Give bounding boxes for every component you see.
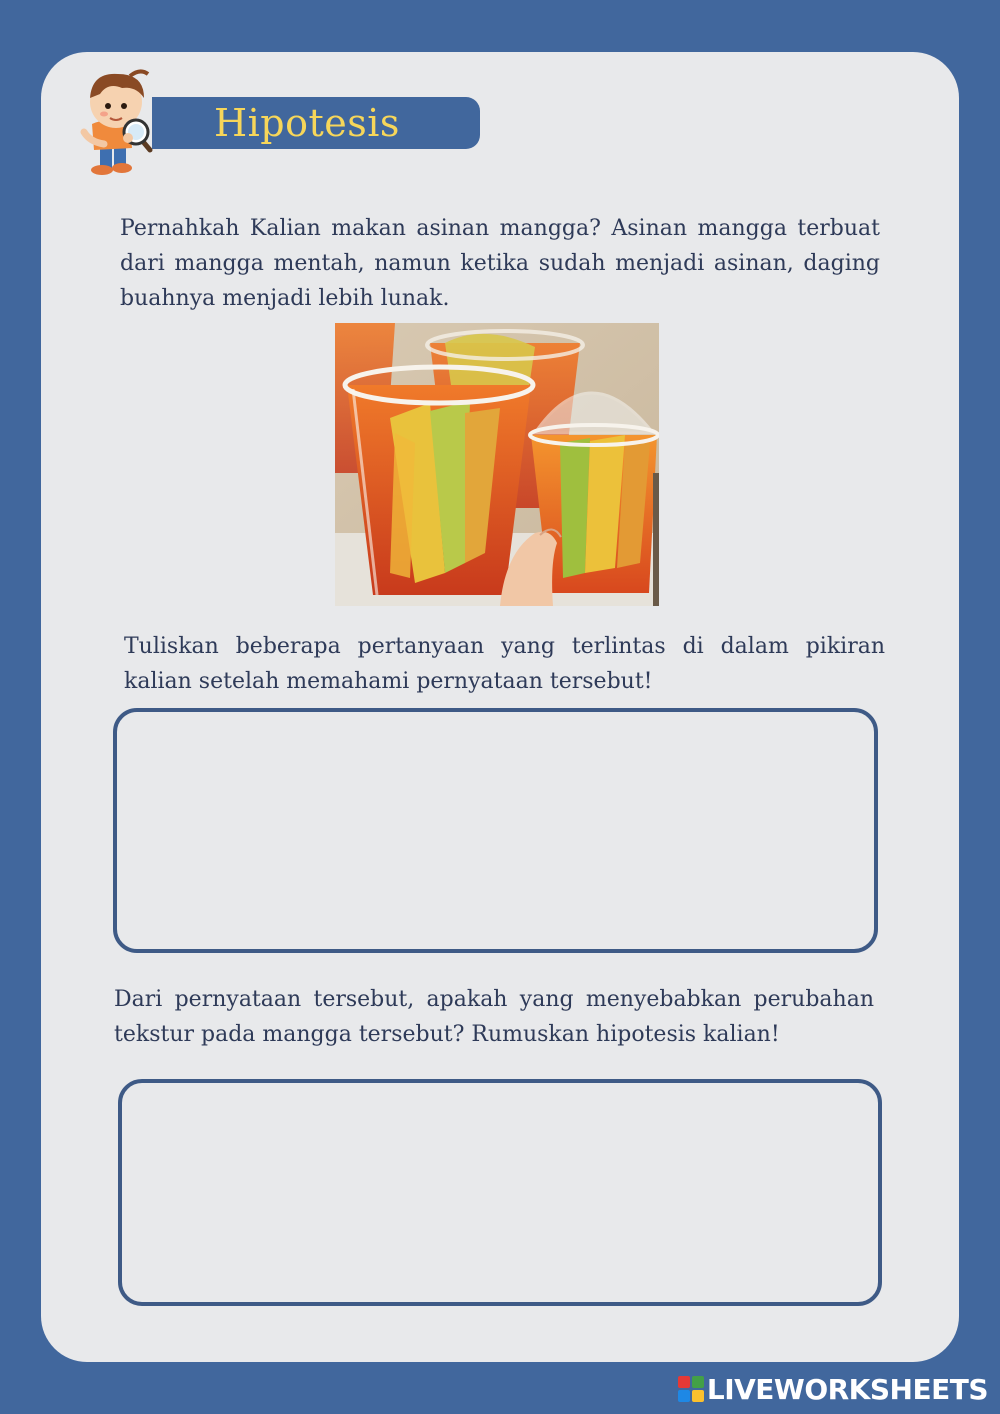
- question-1-text: Tuliskan beberapa pertanyaan yang terlintas di dalam pikiran kalian setelah memahami pernyataan tersebut!: [124, 634, 885, 694]
- question-2-answer-field[interactable]: [118, 1079, 882, 1306]
- watermark-text: LIVEWORKSHEETS: [706, 1372, 988, 1406]
- question-1-answer-field[interactable]: [113, 708, 878, 953]
- liveworksheets-watermark: [678, 1372, 988, 1406]
- question-2-text: Dari pernyataan tersebut, apakah yang menyebabkan perubahan tekstur pada mangga tersebut? Rumuskan hipotesis kalian!: [114, 987, 874, 1047]
- page-title: Hipotesis: [214, 101, 400, 145]
- asinan-mangga-cups-photo: [335, 323, 659, 606]
- boy-with-magnifier-icon: [70, 66, 170, 178]
- intro-paragraph: Pernahkah Kalian makan asinan mangga? Asinan mangga terbuat dari mangga mentah, namun ketika sudah menjadi asinan, daging buahnya menjadi lebih lunak.: [120, 216, 880, 311]
- liveworksheets-logo-icon: [678, 1376, 704, 1402]
